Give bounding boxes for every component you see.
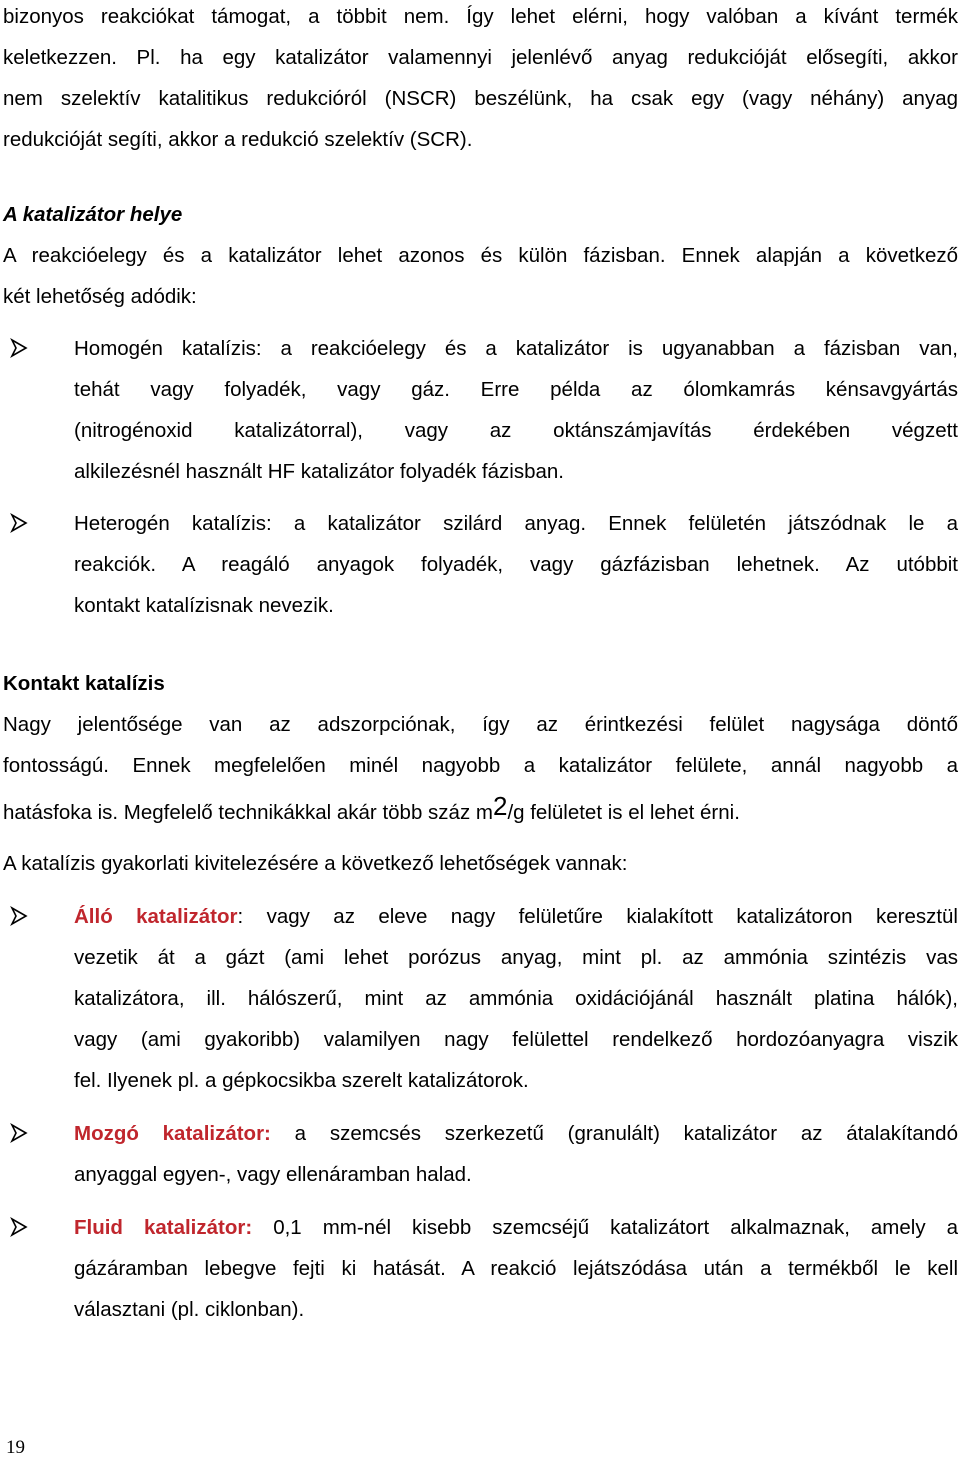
superscript: 2 [492, 791, 508, 821]
term-label: Mozgó katalizátor: [74, 1122, 271, 1145]
text-line: A reakcióelegy és a katalizátor lehet azonos és külön fázisban. Ennek alapján a következő [3, 244, 958, 267]
text-line: nem szelektív katalitikus redukcióról (NSCR) beszélünk, ha csak egy (vagy néhány) anyag [3, 87, 958, 110]
text-line: bizonyos reakciókat támogat, a többit nem. Így lehet elérni, hogy valóban a kívánt termék [3, 5, 958, 28]
text-line: Homogén katalízis: a reakcióelegy és a katalizátor is ugyanabban a fázisban van, [74, 337, 958, 360]
section-katalizator-helye [3, 194, 958, 626]
text-fragment: a szemcsés szerkezetű (granulált) katalizátor az átalakítandó [270, 1122, 958, 1145]
section-title: A katalizátor helye [3, 203, 183, 226]
text-line: kontakt katalízisnak nevezik. [74, 594, 334, 617]
text-line: (nitrogénoxid katalizátorral), vagy az oktánszámjavítás érdekében végzett [74, 419, 958, 442]
section-kontakt-katalizis [3, 663, 958, 1330]
text-line: gázáramban lebegve fejti ki hatását. A reakció lejátszódása után a termékből le kell [74, 1257, 958, 1280]
section-title: Kontakt katalízis [3, 672, 165, 695]
text-fragment: 0,1 mm-nél kisebb szemcséjű katalizátort alkalmaznak, amely a [252, 1216, 958, 1239]
text-line: fel. Ilyenek pl. a gépkocsikba szerelt katalizátorok. [74, 1069, 529, 1092]
text-line: A katalízis gyakorlati kivitelezésére a következő lehetőségek vannak: [3, 852, 628, 875]
bullet-allo-katalizator [3, 896, 958, 1101]
text-line: alkilezésnél használt HF katalizátor folyadék fázisban. [74, 460, 564, 483]
bullet-mozgo-katalizator [3, 1113, 958, 1195]
text-line: vezetik át a gázt (ami lehet porózus anyag, mint pl. az ammónia szintézis vas [74, 946, 958, 969]
text-line [3, 786, 958, 837]
page-number: 19 [6, 1437, 25, 1458]
arrowhead-bullet-icon [10, 513, 28, 533]
text-line: redukcióját segíti, akkor a redukció szelektív (SCR). [3, 128, 473, 151]
text-line: keletkezzen. Pl. ha egy katalizátor valamennyi jelenlévő anyag redukcióját elősegíti, akkor [3, 46, 958, 69]
arrowhead-bullet-icon [10, 1217, 28, 1237]
bullet-fluid-katalizator [3, 1207, 958, 1330]
bullet-homogen [3, 328, 958, 492]
text-line: két lehetőség adódik: [3, 285, 197, 308]
text-line: reakciók. A reagáló anyagok folyadék, vagy gázfázisban lehetnek. Az utóbbit [74, 553, 958, 576]
text-line: katalizátora, ill. hálószerű, mint az ammónia oxidációjánál használt platina hálók), [74, 987, 958, 1010]
text-fragment: /g felületet is el lehet érni. [507, 801, 740, 824]
text-line: Heterogén katalízis: a katalizátor szilárd anyag. Ennek felületén játszódnak le a [74, 512, 958, 535]
text-line: anyaggal egyen-, vagy ellenáramban halad. [74, 1163, 472, 1186]
arrowhead-bullet-icon [10, 906, 28, 926]
intro-paragraph [3, 0, 958, 160]
term-label: Fluid katalizátor: [74, 1216, 253, 1239]
arrowhead-bullet-icon [10, 338, 28, 358]
text-line: vagy (ami gyakoribb) valamilyen nagy felülettel rendelkező hordozóanyagra viszik [74, 1028, 958, 1051]
arrowhead-bullet-icon [10, 1123, 28, 1143]
text-line: választani (pl. ciklonban). [74, 1298, 305, 1321]
term-label: Álló katalizátor [74, 905, 238, 928]
text-line: Nagy jelentősége van az adszorpciónak, így az érintkezési felület nagysága döntő [3, 713, 958, 736]
text-fragment: hatásfoka is. Megfelelő technikákkal akár több száz m [3, 801, 493, 824]
bullet-heterogen [3, 503, 958, 626]
text-line [74, 1207, 958, 1248]
text-line [74, 896, 958, 937]
text-line: fontosságú. Ennek megfelelően minél nagyobb a katalizátor felülete, annál nagyobb a [3, 754, 958, 777]
text-line: tehát vagy folyadék, vagy gáz. Erre példa az ólomkamrás kénsavgyártás [74, 378, 958, 401]
text-fragment: : vagy az eleve nagy felületűre kialakított katalizátoron keresztül [237, 905, 958, 928]
text-line [74, 1113, 958, 1154]
